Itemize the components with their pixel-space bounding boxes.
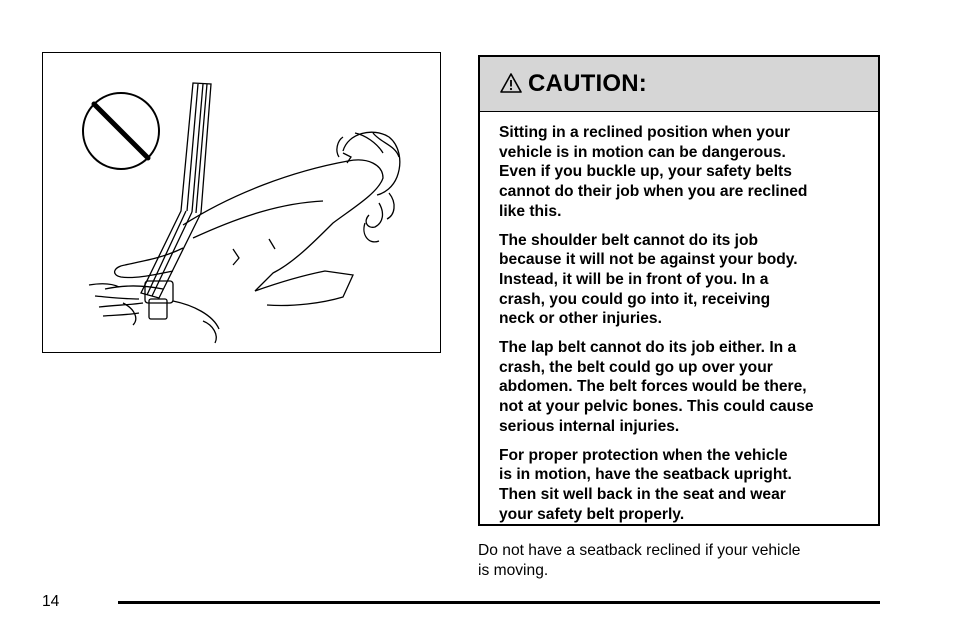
occupant-figure [89, 132, 400, 343]
warning-triangle-icon [500, 72, 522, 94]
caution-paragraph: The lap belt cannot do its job either. In a crash, the belt could go up over your abdomen. The belt forces would be there, not at your pelvic bones. This could cause serious internal injuries. [499, 339, 814, 435]
body-note: Do not have a seatback reclined if your vehicle is moving. [478, 542, 801, 579]
caution-header [480, 57, 878, 112]
caution-title: CAUTION: [528, 70, 647, 97]
caution-box [478, 55, 880, 526]
caution-paragraph: Sitting in a reclined position when your vehicle is in motion can be dangerous. Even if you buckle up, your safety belts cannot do their job when you are reclined like this. [499, 124, 808, 220]
reclined-seat-illustration [42, 52, 441, 353]
caution-body [480, 112, 878, 524]
footer-rule [118, 601, 880, 604]
page-number: 14 [42, 593, 60, 610]
reclined-occupant-drawing [43, 53, 442, 354]
caution-paragraph: For proper protection when the vehicle is in motion, have the seatback upright. Then sit well back in the seat and wear your safety belt properly. [499, 446, 792, 523]
shoulder-belt [141, 83, 211, 298]
caution-paragraph: The shoulder belt cannot do its job because it will not be against your body. Instead, it will be in front of you. In a crash, you could go into it, receiving neck or other injuries. [499, 231, 798, 328]
prohibition-icon [83, 93, 159, 169]
